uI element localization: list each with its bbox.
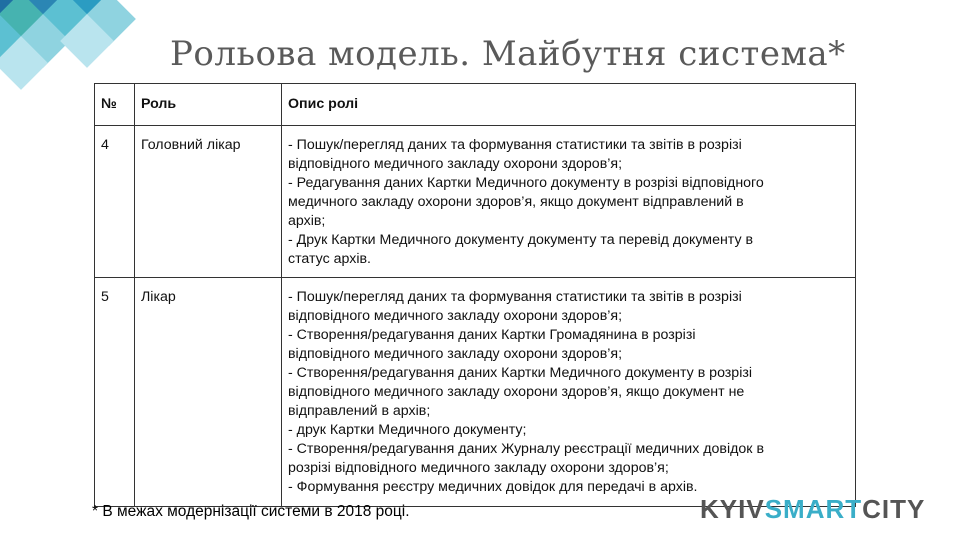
logo-city-text: CITY [862, 494, 926, 524]
slide-title: Рольова модель. Майбутня система* [170, 34, 846, 74]
description-line: відправлений в архів; [288, 403, 431, 419]
cell-description [282, 126, 856, 278]
description-line: - Створення/редагування даних Картки Медичного документу в розрізі [288, 365, 753, 381]
description-line: відповідного медичного закладу охорони здоров’я; [288, 346, 623, 362]
description-line: відповідного медичного закладу охорони здоров’я, якщо документ не [288, 384, 745, 400]
description-line: статус архів. [288, 251, 371, 267]
description-line: медичного закладу охорони здоров’я, якщо документ відправлений в [288, 194, 744, 210]
description-line: відповідного медичного закладу охорони здоров’я; [288, 308, 623, 324]
cell-role: Лікар [135, 278, 282, 507]
description-line: архів; [288, 213, 326, 229]
table-row [95, 126, 856, 278]
header-description: Опис ролі [282, 84, 856, 126]
description-line: - Пошук/перегляд даних та формування статистики та звітів в розрізі [288, 137, 742, 153]
logo-kyiv-text: KYIV [700, 494, 765, 524]
description-line: - Пошук/перегляд даних та формування статистики та звітів в розрізі [288, 289, 742, 305]
cell-number: 5 [95, 278, 135, 507]
cell-description [282, 278, 856, 507]
table-row [95, 278, 856, 507]
table-header-row [95, 84, 856, 126]
corner-decoration [0, 0, 140, 90]
description-line: - Створення/редагування даних Картки Громадянина в розрізі [288, 327, 696, 343]
roles-table [94, 83, 856, 507]
cell-role: Головний лікар [135, 126, 282, 278]
description-line: - друк Картки Медичного документу; [288, 422, 527, 438]
footnote: * В межах модернізації системи в 2018 році. [92, 503, 410, 520]
header-role: Роль [135, 84, 282, 126]
logo-smart-text: SMART [764, 494, 863, 524]
kyiv-smart-city-logo [700, 494, 925, 525]
description-line: - Створення/редагування даних Журналу реєстрації медичних довідок в [288, 441, 764, 457]
description-line: відповідного медичного закладу охорони здоров’я; [288, 156, 623, 172]
header-number: № [95, 84, 135, 126]
description-line: - Редагування даних Картки Медичного документу в розрізі відповідного [288, 175, 764, 191]
description-line: - Друк Картки Медичного документу документу та перевід документу в [288, 232, 754, 248]
description-line: - Формування реєстру медичних довідок для передачі в архів. [288, 479, 698, 495]
cell-number: 4 [95, 126, 135, 278]
description-line: розрізі відповідного медичного закладу охорони здоров’я; [288, 460, 669, 476]
